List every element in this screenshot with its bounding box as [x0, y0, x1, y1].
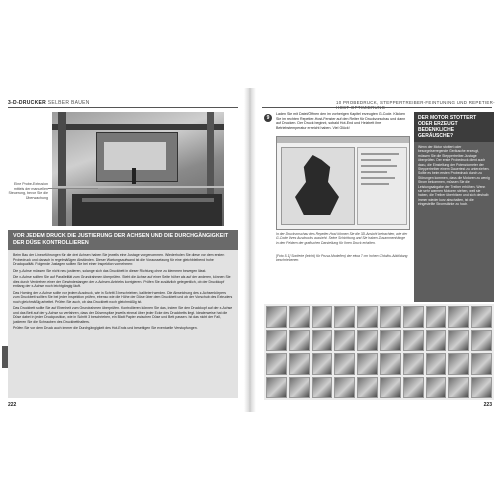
right-page [256, 90, 500, 410]
thumbnail [471, 377, 492, 399]
thumbnail [380, 330, 401, 352]
thumbnail [357, 330, 378, 352]
thumbnail [426, 330, 447, 352]
info-paragraph: Das Druckbett sollte Sie auf Ebenheit zum Grundrahmen überprüfen. Kontrollieren können Sie das, indem Sie den Druckkopf auf der x-Achse und das Bett auf der y-Achse so verfahren, dass der Düsenspitze jeweils einmal über jeder Ecke des Druckbetts liegt. Idealerweise hat die Düse dabei in jeder Druckposition, wie in Schritt 3 beschrieben, ein Blatt Papier zwischen Düse und Bett passen. Ist das nicht der Fall, justieren Sie die Schrauben des Druckbetthalters. [13, 306, 233, 324]
thumbnail [334, 330, 355, 352]
thumbnail [289, 330, 310, 352]
page-number-left: 222 [8, 402, 17, 408]
right-running-head: 10 PROBEDRUCK, STEPPERTREIBER-FEINTUNING UND REPETIER-HOST-OPTIMIERUNG [336, 100, 495, 110]
aside-title: DER MOTOR STOTTERT ODER ERZEUGT BEDENKLICHE GERÄUSCHE? [414, 112, 494, 142]
thumbnail [266, 306, 287, 328]
thumbnail [448, 330, 469, 352]
thumbnail [357, 306, 378, 328]
thumbnail [312, 353, 333, 375]
aside-text: Wenn der Motor stottert oder besorgniserregende Geräusche erzeugt, müssen Sie die Steppertreiber-Justage überprüfen. Der erste Probedruck dient auch dazu, die Einstellung der Potenziometer der Steppertreiber einem Dauertest zu unterziehen. Sollte es beim ersten Probedruck durch zu Störungen kommen, dass die Motoren zu wenig Strom bekommen, müssen Sie die Leistungsabgabe der Treiber erhöhen. Wenn sie sehr warmen Motoren stehen, weil sie haben, die Treiber überhitzen und sich deshalb immer wieder kurz abschalten, ist die eingestellte Stromstärke zu hoch. [418, 145, 490, 207]
thumbnail [357, 377, 378, 399]
left-page [0, 90, 244, 410]
thumbnail [426, 353, 447, 375]
caption-callout-line [48, 188, 98, 189]
figure-caption: In der Druckvorschau des Repetier-Host können Sie die 3D-Ansicht betrachten, wie der G-Code Ihres Ausdrucks aussieht. Seine Schichtung und Sie haben Zusammenhänge in den Feldern der grafischen Darstellung für Ihren Druck erhalten. [276, 232, 408, 245]
thumbnail [403, 353, 424, 375]
thumbnail [266, 353, 287, 375]
thumbnail [426, 306, 447, 328]
info-paragraph: Prüfen Sie vor dem Druck auch immer die Durchgängigkeit des Hot-Ends und beseitigen Sie eventuelle Verstopfungen. [13, 326, 198, 330]
thumbnail [380, 353, 401, 375]
book-gutter [244, 88, 256, 412]
info-box [8, 230, 238, 398]
info-paragraph: Die y-Achse müssen Sie nicht neu justieren, solange sich das Druckbett in dieser Richtung ohne zu klemmen bewegen lässt. [13, 268, 207, 273]
thumbnail [312, 330, 333, 352]
info-box-title: VOR JEDEM DRUCK DIE JUSTIERUNG DER ACHSEN UND DIE DURCHGÄNGIGKEIT DER DÜSE KONTROLLIEREN [8, 230, 238, 250]
header-rule [262, 107, 492, 108]
thumbnail [448, 377, 469, 399]
screenshot-toolbar [277, 137, 409, 143]
thumbnail [357, 353, 378, 375]
figure-caption: [Foto 5.1] Sortierte (leicht) für Prusa-Modellen) der etwa 7 cm hohen Chtulhu-Abbildung beschriebenen. [276, 254, 408, 263]
running-head-light: SELBER BAUEN [47, 100, 90, 106]
thumbnail [471, 330, 492, 352]
thumbnail [266, 330, 287, 352]
thumbnail [289, 353, 310, 375]
thumbnail [426, 377, 447, 399]
thumbnail [334, 306, 355, 328]
thumbnail [289, 377, 310, 399]
thumbnail [312, 377, 333, 399]
info-paragraph: Die x-Achse sollten Sie auf Parallelität zum Grundrahmen überprüfen. Steht die Achse auf einer Seite höher als auf der anderen, können Sie dies durch Verdrehen einer der Gewindestangen der z-Achsen-Antriebs korrigieren. Prüfen Sie zusätzlich gelegentlich, ob der Druckkopf entlang der x-Achse noch leichtgängig läuft. [13, 275, 231, 288]
thumbnail [448, 306, 469, 328]
thumbnail [289, 306, 310, 328]
aside-box [414, 112, 494, 302]
thumbnail [403, 377, 424, 399]
page-number-right: 223 [483, 402, 492, 408]
photo-caption: Eine Probe-Extrusion mittels der manuellen Steuerung, bevor Sie die Überwachung [8, 182, 48, 200]
thumbnail [471, 306, 492, 328]
info-paragraph: Beim Bau der Linearführungen für die drei Achsen haben Sie jeweils eine Justage vorgenommen. Wiederholen Sie diese vor dem ersten Probedruck und danach in regelmäßigen Abständen. Dieser Wartungsaufwand ist die Voraussetzung für eine gleichbleibend hohe Druckqualität. Folgende Justagen sollten Sie bei einer Inspektion vornehmen: [13, 253, 225, 266]
left-running-head [8, 100, 90, 106]
info-paragraph: Das Homing der z-Achse sollte vor jedem Ausdruck, wie in Schritt 3 beschrieben, kalibriert werden. Die Abweichung des z-Achsenkörpers zum Druckbett sollten Sie bei jeder Inspektion prüfen, ebenso wie die Höhe der Düse über dem Druckbett und ob der Vorschub des Extruders noch gleichmäßig arbeitet. Prüfen Sie auch, ob das Druckbett noch gleichmäßig ist. [13, 290, 233, 304]
chapter-side-tab [2, 346, 8, 368]
repetier-host-screenshot [276, 136, 410, 230]
info-box-body [8, 250, 238, 336]
step-text: Laden Sie mit Datei/Öffnen den im vorherigen Kapitel erzeugten G-Code. Klicken Sie im rechten Repetier-Host-Fenster auf den Reiter für Druckvorschau und dann auf Drucken. Der Druck beginnt, sobald Hot-End und Heizbett ihre Betriebstemperatur erreicht haben. Viel Glück! [276, 112, 406, 130]
running-head-bold: 3-D-DRUCKER [8, 100, 47, 106]
thumbnail [266, 377, 287, 399]
thumbnail [403, 330, 424, 352]
header-rule [8, 107, 238, 108]
thumbnail [448, 353, 469, 375]
printer-photo [52, 112, 224, 226]
thumbnail [403, 306, 424, 328]
thumbnail [334, 377, 355, 399]
print-progress-thumbnails [264, 304, 494, 400]
thumbnail [471, 353, 492, 375]
step-badge: 9 [264, 114, 272, 122]
thumbnail [380, 377, 401, 399]
thumbnail [380, 306, 401, 328]
thumbnail [334, 353, 355, 375]
thumbnail [312, 306, 333, 328]
